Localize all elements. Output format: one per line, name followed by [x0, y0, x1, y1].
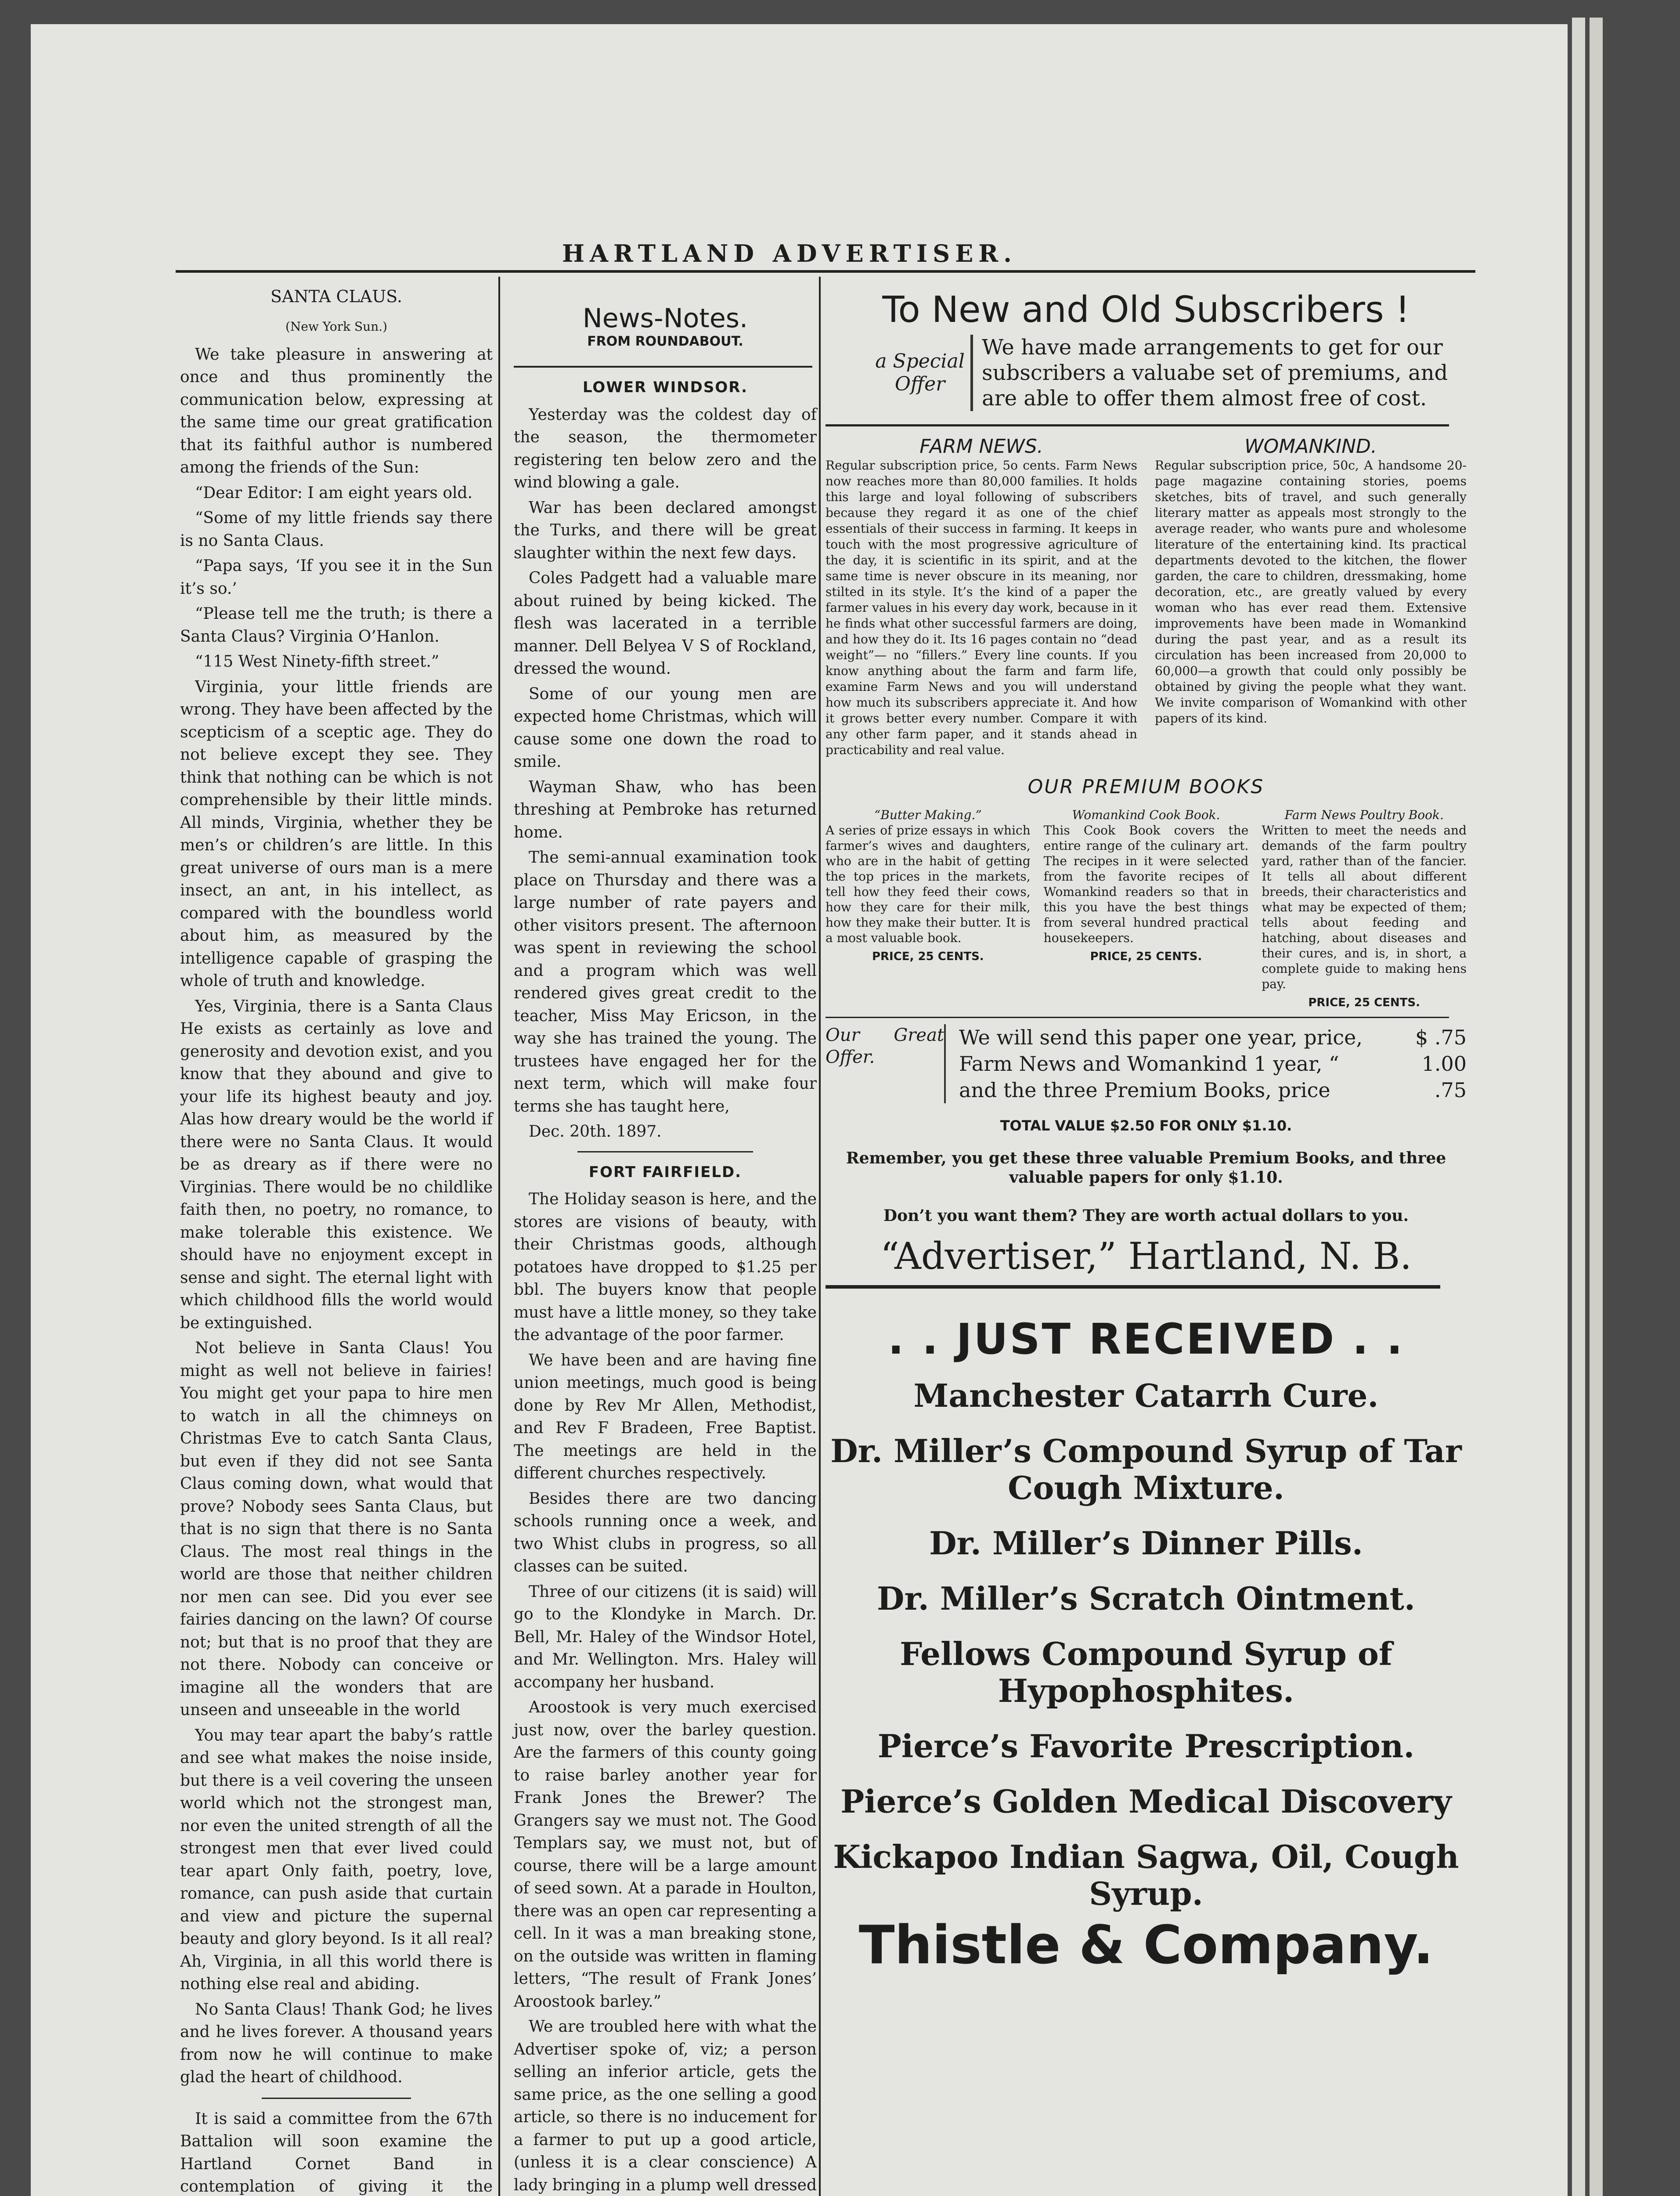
total-value: TOTAL VALUE $2.50 FOR ONLY $1.10.	[1000, 1117, 1292, 1134]
news-paragraph: We have been and are having fine union meetings, much good is being done by Rev Mr Allen, Methodist, and Rev F Bradeen, Free Baptist. The meetings are held in the different churches respectively.	[514, 1351, 817, 1482]
column-rule	[498, 277, 500, 2196]
article-paragraph: We take pleasure in answering at once and thus prominently the communication below, expressing at the same time our great gratification that its faithful author is numbered among the friends of the Sun:	[180, 345, 493, 477]
news-paragraph: The semi-annual examination took place on Thursday and there was a large number of rate payers and other visitors present. The afternoon was spent in reviewing the school and a program which was well rendered gives great credit to the teacher, Miss May Ericson, in the way she has trained the young. The trustees have engaged her for the next term, which will make four terms she has taught here,	[514, 849, 817, 1116]
product-item: Kickapoo Indian Sagwa, Oil, Cough Syrup.	[833, 1838, 1459, 1912]
premium-books	[826, 807, 1467, 1011]
premium-book	[1262, 807, 1467, 1011]
column-subscribers	[826, 289, 1467, 1976]
section-subtitle: FROM ROUNDABOUT.	[587, 333, 743, 349]
farm-news-title: FARM NEWS.	[919, 435, 1043, 458]
offer-line	[959, 1051, 1467, 1077]
article-paragraph: “Papa says, ‘If you see it in the Sun it’s so.’	[180, 557, 493, 598]
article-source: (New York Sun.)	[285, 319, 388, 334]
great-offer-label: Our Great Offer.	[826, 1025, 944, 1067]
battalion-note: It is said a committee from the 67th Battalion will soon examine the Hartland Cornet Band in contemplation of giving it the	[180, 2109, 493, 2196]
article-paragraph: “Dear Editor: I am eight years old.	[195, 484, 473, 502]
fort-fairfield-body	[514, 1188, 817, 2196]
lower-windsor-body	[514, 404, 817, 1143]
offer-line	[959, 1077, 1467, 1103]
news-paragraph: The Holiday season is here, and the stores are visions of beauty, with their Christmas goods, although potatoes have dropped to $1.25 per bbl. The buyers know that people must have a little money, so they take the advantage of the poor farmer.	[514, 1190, 817, 1344]
book-title: “Butter Making.”	[874, 807, 982, 822]
book-price: PRICE, 25 CENTS.	[872, 950, 984, 963]
company-name: Thistle & Company.	[858, 1914, 1434, 1976]
heading-lower-windsor: LOWER WINDSOR.	[582, 379, 748, 396]
news-paragraph: Coles Padgett had a valuable mare about ruined by being kicked. The flesh was lacerated in a terrible manner. Dell Belyea V S of Rockland, dressed the wound.	[514, 569, 817, 678]
premium-book	[826, 807, 1031, 1011]
news-paragraph: Besides there are two dancing schools running once a week, and two Whist clubs in progress, so all classes can be suited.	[514, 1489, 817, 1575]
news-paragraph: Some of our young men are expected home Christmas, which will cause some one down the road to smile.	[514, 685, 817, 771]
product-item: Dr. Miller’s Compound Syrup of Tar Cough Mixture.	[830, 1432, 1462, 1506]
product-item: Manchester Catarrh Cure.	[913, 1376, 1379, 1414]
book-title: Farm News Poultry Book.	[1284, 807, 1444, 822]
womankind-title: WOMANKIND.	[1244, 435, 1377, 458]
divider	[577, 1151, 753, 1152]
farm-news-text: Regular subscription price, 5o cents. Farm News now reaches more than 80,000 families. It holds this large and loyal following of subscribers because they regard it as one of the chief essentials of their success in farming. It keeps in touch with the most progressive agriculture of the day, it is scientific in its spirit, and at the same time is never obscure in its meaning, nor stilted in its style. It’s the kind of a paper the farmer values in his every day work, because in it he finds what other successful farmers are doing, and how they do it. Its 16 pages contain no “dead weight”— no “fillers.” Every line counts. If you know anything about the farm and farm life, examine Farm News and you will understand how much its subscribers appreciate it. And how it grows better every number. Compare it with any other farm paper, and it stands ahead in practicability and real value.	[826, 458, 1137, 757]
divider	[826, 1017, 1449, 1018]
offer-line-price: 1.00	[1421, 1051, 1467, 1076]
farm-news-block	[826, 435, 1137, 758]
news-paragraph: We are troubled here with what the Advertiser spoke of, viz; a person selling an inferior article, gets the same price, as the one selling a good article, so there is no inducement for a farmer to put up a good article, (unless it is a clear conscience) A lady bringing in a plump well dressed	[514, 2018, 817, 2194]
book-text: This Cook Book covers the entire range of the culinary art. The recipes in it were selected from the favorite recipes of Womankind readers so that in this you have the best things from several hundred practical housekeepers.	[1043, 823, 1249, 945]
article-paragraph: You may tear apart the baby’s rattle and see what makes the noise inside, but there is a veil covering the unseen world which not the strongest man, nor even the united strength of all the strongest men that ever lived could tear apart Only faith, poetry, love, romance, can push aside that curtain and view and picture the supernal beauty and glory beyond. Is it all real? Ah, Virginia, in all this world there is nothing else real and abiding.	[180, 1726, 493, 1993]
product-item: Pierce’s Favorite Prescription.	[877, 1727, 1415, 1765]
product-item: Fellows Compound Syrup of Hypophosphites.	[900, 1635, 1392, 1709]
special-offer-box	[826, 335, 1467, 411]
news-paragraph: Dec. 20th. 1897.	[529, 1123, 662, 1141]
product-list	[826, 1377, 1467, 1912]
section-title: News-Notes.	[582, 303, 748, 334]
offer-line-text: Farm News and Womankind 1 year, “	[959, 1051, 1339, 1076]
book-title: Womankind Cook Book.	[1072, 807, 1220, 822]
article-paragraph: Yes, Virginia, there is a Santa Claus He exists as certainly as love and generosity and devotion exist, and you know that they abound and give to your life its highest beauty and joy. Alas how dreary would be the world if there were no Santa Claus. It would be as dreary as if there were no Virginias. There would be no childlike faith then, no poetry, no romance, to make tolerable this existence. We should have no enjoyment except in sense and sight. The eternal light with which childhood fills the world would be extinguished.	[180, 997, 493, 1332]
news-paragraph: War has been declared amongst the Turks, and there will be great slaughter within the next few days.	[514, 498, 817, 562]
dont-note: Don’t you want them? They are worth actual dollars to you.	[883, 1206, 1409, 1225]
special-offer-text: We have made arrangements to get for our subscribers a valuabe set of premiums, and are able to offer them almost free of cost.	[970, 335, 1467, 411]
subscription-papers	[826, 435, 1467, 758]
just-received: . . JUST RECEIVED . .	[887, 1315, 1405, 1364]
column-santa-claus	[180, 285, 493, 2196]
article-paragraph: “115 West Ninety-fifth street.”	[195, 653, 440, 671]
news-paragraph: Wayman Shaw, who has been threshing at Pembroke has returned home.	[514, 778, 817, 842]
article-paragraph: Virginia, your little friends are wrong. They have been affected by the scepticism of a sceptic age. They do not believe except they see. They think that nothing can be which is not comprehensible by their little minds. All minds, Virginia, whether they be men’s or children’s are little. In this great universe of ours man is a mere insect, an ant, in his intellect, as compared with the boundless world about him, as measured by the intelligence capable of grasping the whole of truth and knowledge.	[180, 678, 493, 990]
offer-line-price: .75	[1434, 1078, 1467, 1102]
book-price: PRICE, 25 CENTS.	[1308, 996, 1420, 1009]
product-item: Dr. Miller’s Scratch Ointment.	[877, 1579, 1415, 1617]
special-offer-label: a Special Offer	[875, 350, 965, 395]
offer-lines	[944, 1024, 1467, 1103]
page-edge	[1572, 18, 1585, 2196]
page-edge	[1590, 18, 1603, 2196]
offer-line	[959, 1024, 1467, 1051]
great-offer	[826, 1024, 1467, 1103]
book-text: Written to meet the needs and demands of the farm poultry yard, rather than of the fancier. It tells all about different breeds, their characteristics and what may be expected of them; tells about feeding and hatching, about diseases and their cures, and is, in short, a complete guide to making hens pay.	[1262, 823, 1467, 991]
product-item: Pierce’s Golden Medical Discovery	[840, 1782, 1452, 1820]
premium-heading: OUR PREMIUM BOOKS	[1027, 776, 1265, 798]
divider	[514, 366, 812, 368]
article-paragraph: Not believe in Santa Claus! You might as well not believe in fairies! You might get your papa to hire men to watch in all the chimneys on Christmas Eve to catch Santa Claus, but even if they did not see Santa Claus coming down, what would that prove? Nobody sees Santa Claus, but that is no sign that there is no Santa Claus. The most real things in the world are those that neither children nor men can see. Did you ever see fairies dancing on the lawn? Of course not; but that is no proof that they are not there. Nobody can conceive or imagine all the wonders that are unseen and unseeable in the world	[180, 1339, 493, 1719]
article-title: SANTA CLAUS.	[270, 287, 403, 306]
news-paragraph: Yesterday was the coldest day of the season, the thermometer registering ten below zero and the wind blowing a gale.	[514, 405, 817, 491]
heading-fort-fairfield: FORT FAIRFIELD.	[588, 1163, 742, 1181]
advertiser-address: “Advertiser,” Hartland, N. B.	[880, 1234, 1412, 1278]
offer-line-text: We will send this paper one year, price,	[959, 1025, 1363, 1049]
subscribers-headline: To New and Old Subscribers !	[882, 289, 1410, 331]
womankind-text: Regular subscription price, 50c, A handsome 20-page magazine containing stories, poems sketches, bits of travel, and such generally literary matter as appeals most strongly to the average reader, who wants pure and wholesome literature of the entertaining kind. Its practical departments devoted to the kitchen, the flower garden, the care to children, dressmaking, home decoration, etc., are greatly valued by every woman who has ever read them. Extensive improvements have been made in Womankind during the past year, and as a result its circulation has been increased from 20,000 to 60,000—a growth that could only possibly be obtained by giving the people what they want. We invite comparison of Womankind with other papers of its kind.	[1155, 458, 1467, 726]
book-text: A series of prize essays in which farmer’s wives and daughters, who are in the habit of getting the top prices in the markets, tell how they feed their cows, how they care for their milk, how they make their butter. It is a most valuable book.	[826, 823, 1031, 945]
article-paragraph: No Santa Claus! Thank God; he lives and he lives forever. A thousand years from now he will continue to make glad the heart of childhood.	[180, 2000, 493, 2086]
product-item: Dr. Miller’s Dinner Pills.	[929, 1524, 1363, 1562]
column-news-notes	[514, 281, 817, 2196]
article-paragraph: “Some of my little friends say there is no Santa Claus.	[180, 509, 493, 550]
divider	[826, 424, 1449, 426]
column-rule	[819, 277, 821, 2196]
divider	[262, 2098, 411, 2099]
masthead-rule	[176, 270, 1475, 273]
news-paragraph: Three of our citizens (it is said) will go to the Klondyke in March. Dr. Bell, Mr. Haley of the Windsor Hotel, and Mr. Wellington. Mrs. Haley will accompany her husband.	[514, 1582, 817, 1691]
masthead: HARTLAND ADVERTISER.	[562, 239, 1017, 267]
offer-line-price: $ .75	[1415, 1025, 1467, 1049]
article-body	[180, 343, 493, 2089]
remember-note: Remember, you get these three valuable Premium Books, and three valuable papers for only $1.10.	[846, 1149, 1446, 1187]
womankind-block	[1155, 435, 1467, 758]
article-paragraph: “Please tell me the truth; is there a Santa Claus? Virginia O’Hanlon.	[180, 605, 493, 646]
news-paragraph: Aroostook is very much exercised just now, over the barley question. Are the farmers of this county going to raise barley another year for Frank Jones the Brewer? The Grangers say we must not. The Good Templars say, we must not, but of course, there will be a large amount of seed sown. At a parade in Houlton, there was an open car representing a cell. In it was a man breaking stone, on the outside was written in flaming letters, “The result of Frank Jones’ Aroostook barley.”	[514, 1698, 817, 2011]
book-price: PRICE, 25 CENTS.	[1090, 950, 1202, 963]
premium-book	[1044, 807, 1249, 1011]
divider	[826, 1285, 1440, 1289]
offer-line-text: and the three Premium Books, price	[959, 1078, 1330, 1102]
